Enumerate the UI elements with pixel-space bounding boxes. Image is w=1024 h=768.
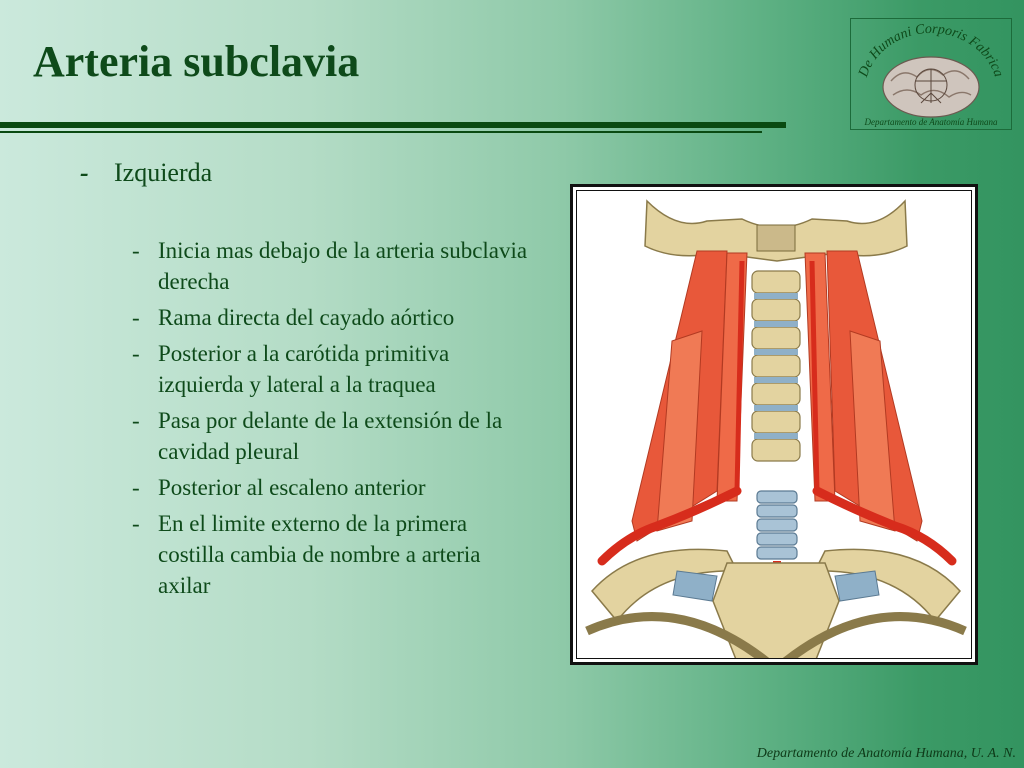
title-divider-thick: [0, 122, 786, 128]
logo-arc-text: De Humani Corporis Fabrica: [856, 21, 1006, 80]
bullet-item: [132, 235, 532, 297]
bullet-marker: -: [132, 341, 140, 366]
vitruvian-brain-icon: [851, 19, 1011, 129]
bullet-item: [132, 472, 532, 503]
section-heading: [80, 158, 212, 188]
heading-text: Izquierda: [114, 158, 213, 187]
bullet-item: [132, 338, 532, 400]
bullet-marker: -: [132, 511, 140, 536]
department-logo: [850, 18, 1012, 130]
bullet-item: [132, 302, 532, 333]
bullet-text: Pasa por delante de la extensión de la cavidad pleural: [158, 408, 503, 464]
bullet-text: Rama directa del cayado aórtico: [158, 305, 455, 330]
slide-title: Arteria subclavia: [33, 37, 360, 86]
bullet-marker: -: [132, 475, 140, 500]
bullet-text: Posterior al escaleno anterior: [158, 475, 426, 500]
title-divider-thin: [0, 131, 762, 133]
bullet-item: [132, 508, 532, 601]
bullet-marker: -: [132, 408, 140, 433]
bullet-text: Inicia mas debajo de la arteria subclavia derecha: [158, 238, 528, 294]
bullet-list: [132, 235, 532, 606]
logo-bottom-text: Departamento de Anatomía Humana: [864, 117, 998, 127]
bullet-text: En el limite externo de la primera costilla cambia de nombre a arteria axilar: [158, 511, 481, 598]
heading-marker: -: [80, 158, 89, 187]
bullet-marker: -: [132, 238, 140, 263]
neck-anatomy-illustration: [577, 191, 972, 659]
bullet-item: [132, 405, 532, 467]
bullet-text: Posterior a la carótida primitiva izquierda y lateral a la traquea: [158, 341, 450, 397]
bullet-marker: -: [132, 305, 140, 330]
anatomy-figure-frame: [570, 184, 978, 665]
footer-credit: Departamento de Anatomía Humana, U. A. N.: [756, 746, 1016, 761]
